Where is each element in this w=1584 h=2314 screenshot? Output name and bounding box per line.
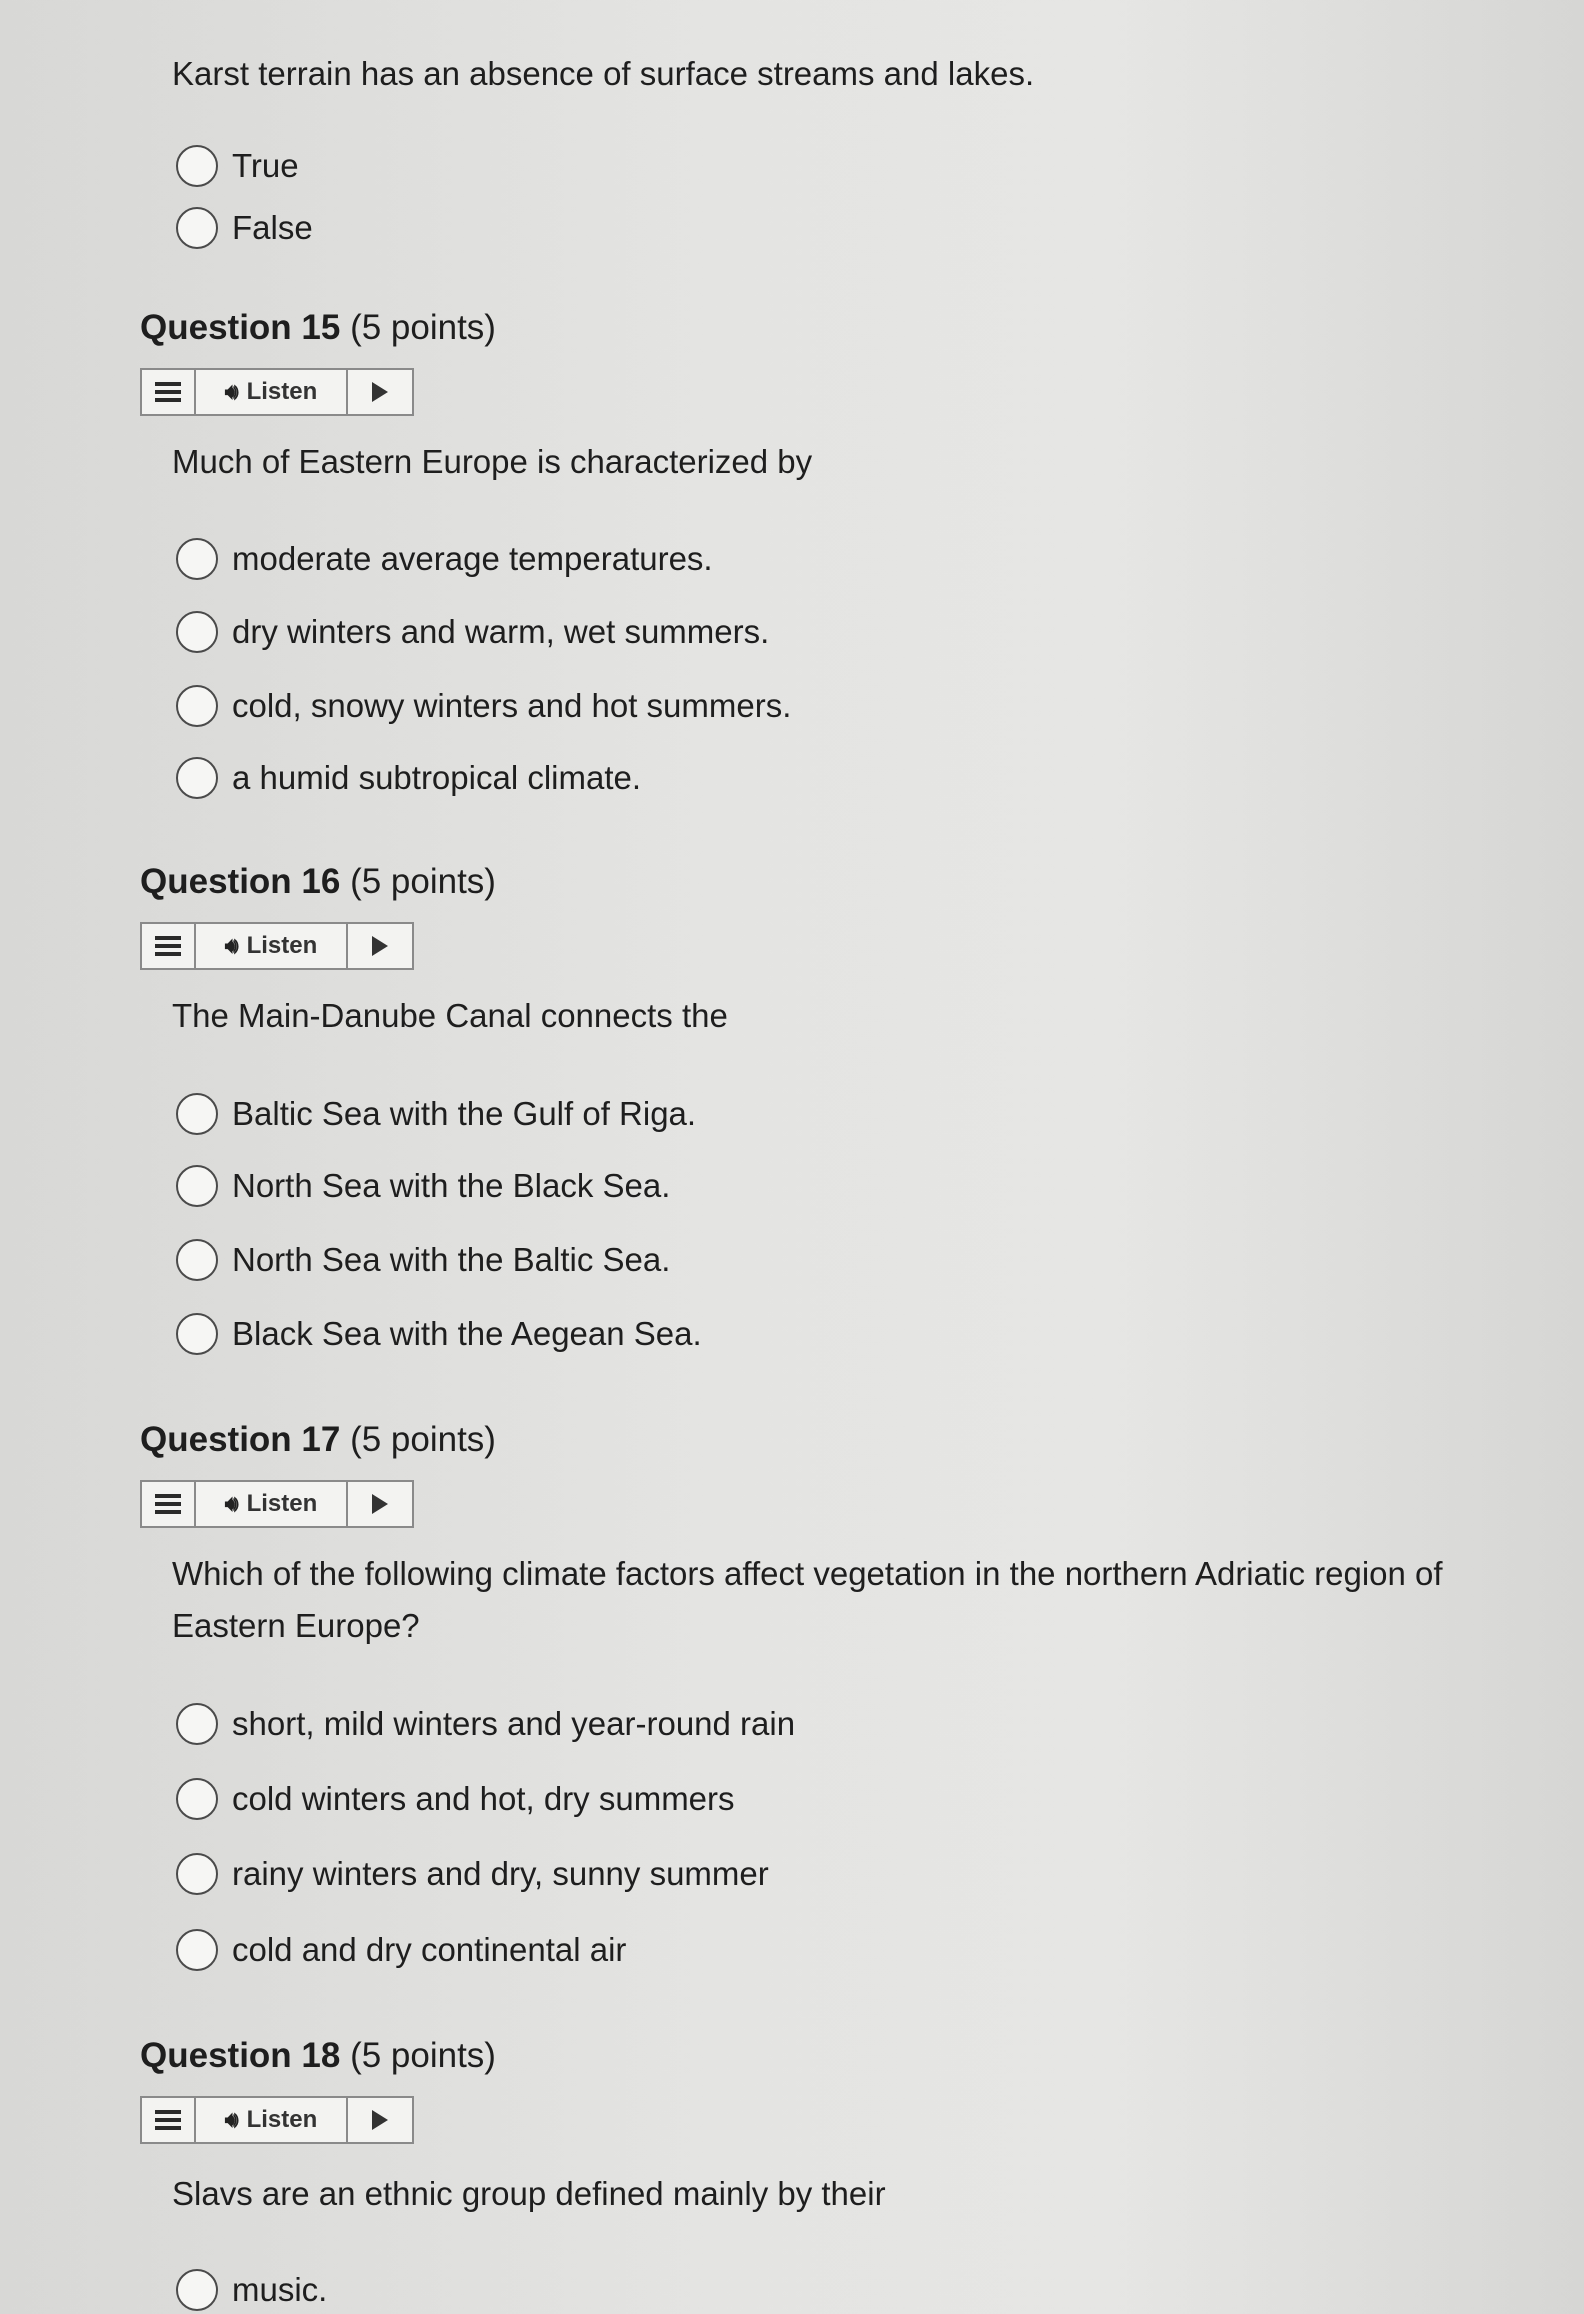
question-points: (5 points) [350, 862, 496, 901]
listen-toolbar [140, 1480, 414, 1528]
radio-button[interactable] [176, 2269, 218, 2311]
radio-button[interactable] [176, 1703, 218, 1745]
question-prompt: Karst terrain has an absence of surface streams and lakes. [172, 55, 1035, 92]
answer-label: Baltic Sea with the Gulf of Riga. [232, 1095, 697, 1132]
question-prompt: Slavs are an ethnic group defined mainly by their [172, 2175, 886, 2212]
listen-button[interactable] [196, 924, 348, 968]
answer-label: dry winters and warm, wet summers. [232, 613, 770, 650]
listen-button[interactable] [196, 370, 348, 414]
listen-toolbar [140, 368, 414, 416]
speaker-icon: 🔊︎ [224, 379, 239, 404]
answer-label: a humid subtropical climate. [232, 759, 642, 796]
answer-option[interactable] [176, 1236, 670, 1284]
menu-button[interactable] [142, 2098, 196, 2142]
speaker-icon: 🔊︎ [224, 933, 239, 958]
answer-option[interactable] [176, 1700, 795, 1748]
answer-option[interactable] [176, 2266, 327, 2314]
question-number: Question 16 [140, 862, 341, 901]
radio-button[interactable] [176, 145, 218, 187]
answer-label: cold and dry continental air [232, 1931, 627, 1968]
question-number: Question 17 [140, 1420, 341, 1459]
radio-button[interactable] [176, 757, 218, 799]
radio-button[interactable] [176, 207, 218, 249]
question-prompt: Which of the following climate factors affect vegetation in the northern Adriatic region of Eastern Europe? [172, 1555, 1443, 1644]
play-icon [372, 2110, 388, 2130]
answer-option-false[interactable] [176, 204, 313, 252]
listen-label: Listen [246, 378, 318, 405]
listen-toolbar [140, 922, 414, 970]
answer-option[interactable] [176, 1310, 702, 1358]
radio-button[interactable] [176, 1853, 218, 1895]
answer-label: moderate average temperatures. [232, 540, 713, 577]
radio-button[interactable] [176, 1093, 218, 1135]
answer-label: short, mild winters and year-round rain [232, 1705, 796, 1742]
hamburger-icon [155, 1494, 181, 1514]
play-button[interactable] [348, 2098, 412, 2142]
menu-button[interactable] [142, 370, 196, 414]
answer-option[interactable] [176, 1775, 735, 1823]
listen-label: Listen [246, 2106, 318, 2133]
menu-button[interactable] [142, 924, 196, 968]
play-icon [372, 936, 388, 956]
radio-button[interactable] [176, 1239, 218, 1281]
answer-label: False [232, 209, 313, 246]
radio-button[interactable] [176, 1165, 218, 1207]
answer-option[interactable] [176, 682, 791, 730]
question-points: (5 points) [350, 2036, 496, 2075]
radio-button[interactable] [176, 538, 218, 580]
listen-toolbar [140, 2096, 414, 2144]
question-title [140, 2036, 496, 2076]
question-prompt: The Main-Danube Canal connects the [172, 997, 728, 1034]
answer-option[interactable] [176, 535, 713, 583]
play-button[interactable] [348, 370, 412, 414]
answer-option[interactable] [176, 1926, 626, 1974]
listen-label: Listen [246, 932, 318, 959]
radio-button[interactable] [176, 1778, 218, 1820]
menu-button[interactable] [142, 1482, 196, 1526]
answer-option[interactable] [176, 1162, 670, 1210]
question-title [140, 862, 496, 902]
radio-button[interactable] [176, 611, 218, 653]
answer-option[interactable] [176, 608, 769, 656]
hamburger-icon [155, 382, 181, 402]
play-button[interactable] [348, 924, 412, 968]
answer-option-true[interactable] [176, 142, 299, 190]
play-icon [372, 382, 388, 402]
listen-button[interactable] [196, 1482, 348, 1526]
question-points: (5 points) [350, 308, 496, 347]
answer-label: rainy winters and dry, sunny summer [232, 1855, 769, 1892]
radio-button[interactable] [176, 685, 218, 727]
speaker-icon: 🔊︎ [224, 2107, 239, 2132]
answer-label: North Sea with the Baltic Sea. [232, 1241, 671, 1278]
answer-label: music. [232, 2271, 328, 2308]
question-number: Question 18 [140, 2036, 341, 2075]
radio-button[interactable] [176, 1313, 218, 1355]
answer-label: Black Sea with the Aegean Sea. [232, 1315, 702, 1352]
question-title [140, 308, 496, 348]
speaker-icon: 🔊︎ [224, 1491, 239, 1516]
question-title [140, 1420, 496, 1460]
answer-label: True [232, 147, 299, 184]
answer-option[interactable] [176, 754, 641, 802]
answer-label: cold winters and hot, dry summers [232, 1780, 735, 1817]
question-points: (5 points) [350, 1420, 496, 1459]
answer-option[interactable] [176, 1850, 769, 1898]
hamburger-icon [155, 936, 181, 956]
question-prompt: Much of Eastern Europe is characterized by [172, 443, 813, 480]
question-number: Question 15 [140, 308, 341, 347]
play-button[interactable] [348, 1482, 412, 1526]
listen-label: Listen [246, 1490, 318, 1517]
answer-label: North Sea with the Black Sea. [232, 1167, 671, 1204]
answer-label: cold, snowy winters and hot summers. [232, 687, 792, 724]
play-icon [372, 1494, 388, 1514]
hamburger-icon [155, 2110, 181, 2130]
listen-button[interactable] [196, 2098, 348, 2142]
answer-option[interactable] [176, 1090, 696, 1138]
radio-button[interactable] [176, 1929, 218, 1971]
